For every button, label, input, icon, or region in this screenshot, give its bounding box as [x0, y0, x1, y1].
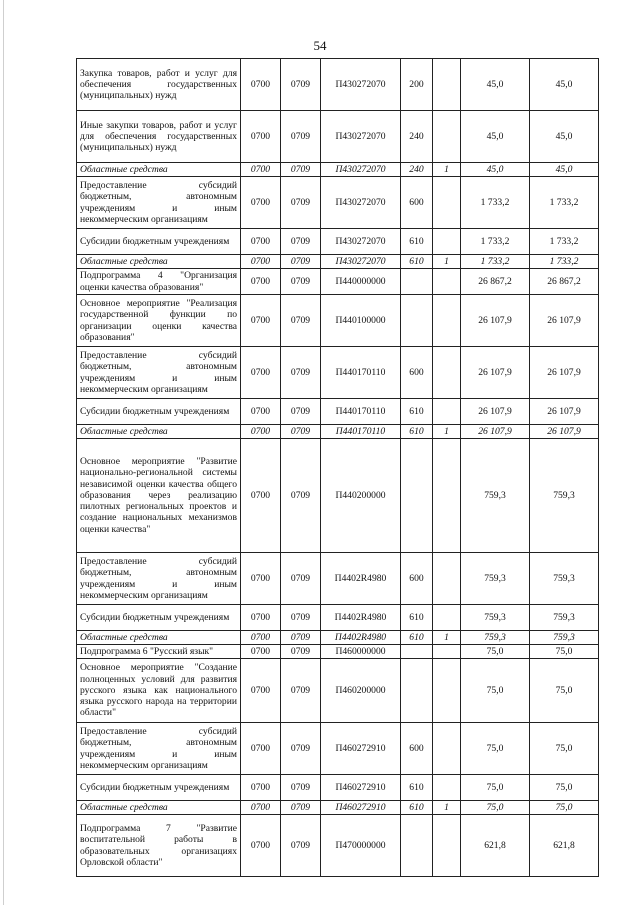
cell-funding-source: 1: [433, 425, 461, 439]
cell-funding-source: [433, 229, 461, 255]
cell-amount-2: 1 733,2: [530, 177, 599, 229]
cell-amount-2: 45,0: [530, 111, 599, 163]
cell-subsection: 0709: [281, 439, 321, 553]
cell-name: Субсидии бюджетным учреждениям: [77, 229, 241, 255]
cell-subsection: 0709: [281, 163, 321, 177]
cell-funding-source: 1: [433, 631, 461, 645]
cell-subsection: 0709: [281, 631, 321, 645]
table-row: [77, 775, 599, 801]
cell-amount-1: 45,0: [461, 59, 530, 111]
cell-funding-source: [433, 399, 461, 425]
cell-funding-source: [433, 645, 461, 659]
cell-subsection: 0709: [281, 229, 321, 255]
cell-section: 0700: [241, 645, 281, 659]
cell-target-code: П460272910: [321, 723, 401, 775]
cell-subsection: 0709: [281, 111, 321, 163]
table-row: [77, 723, 599, 775]
cell-funding-source: [433, 347, 461, 399]
cell-name: Предоставление субсидий бюджетным, автономным учреждениям и иным некоммерческим организациям: [77, 347, 241, 399]
cell-funding-source: 1: [433, 255, 461, 269]
cell-section: 0700: [241, 111, 281, 163]
cell-expense-type: 240: [401, 163, 433, 177]
cell-subsection: 0709: [281, 59, 321, 111]
cell-funding-source: 1: [433, 801, 461, 815]
cell-funding-source: [433, 269, 461, 295]
table-row: [77, 295, 599, 347]
cell-expense-type: 610: [401, 801, 433, 815]
cell-amount-1: 759,3: [461, 439, 530, 553]
cell-target-code: П4402R4980: [321, 605, 401, 631]
cell-name: Закупка товаров, работ и услуг для обеспечения государственных (муниципальных) нужд: [77, 59, 241, 111]
cell-subsection: 0709: [281, 425, 321, 439]
cell-name: Областные средства: [77, 425, 241, 439]
cell-amount-1: 1 733,2: [461, 255, 530, 269]
cell-target-code: П440100000: [321, 295, 401, 347]
cell-funding-source: [433, 111, 461, 163]
cell-amount-2: 26 867,2: [530, 269, 599, 295]
cell-expense-type: 200: [401, 59, 433, 111]
cell-subsection: 0709: [281, 255, 321, 269]
cell-amount-2: 26 107,9: [530, 399, 599, 425]
cell-section: 0700: [241, 659, 281, 723]
cell-amount-2: 759,3: [530, 553, 599, 605]
cell-amount-2: 45,0: [530, 59, 599, 111]
cell-target-code: П430272070: [321, 163, 401, 177]
cell-amount-1: 75,0: [461, 645, 530, 659]
cell-section: 0700: [241, 425, 281, 439]
cell-amount-2: 26 107,9: [530, 347, 599, 399]
cell-funding-source: [433, 659, 461, 723]
cell-amount-2: 26 107,9: [530, 295, 599, 347]
cell-amount-2: 621,8: [530, 815, 599, 877]
cell-expense-type: 610: [401, 425, 433, 439]
cell-amount-2: 759,3: [530, 439, 599, 553]
cell-expense-type: [401, 645, 433, 659]
table-row: [77, 553, 599, 605]
cell-section: 0700: [241, 815, 281, 877]
cell-name: Предоставление субсидий бюджетным, автономным учреждениям и иным некоммерческим организациям: [77, 553, 241, 605]
cell-amount-2: 1 733,2: [530, 255, 599, 269]
cell-section: 0700: [241, 59, 281, 111]
table-row: [77, 439, 599, 553]
cell-name: Иные закупки товаров, работ и услуг для обеспечения государственных (муниципальных) нужд: [77, 111, 241, 163]
cell-section: 0700: [241, 295, 281, 347]
cell-expense-type: [401, 439, 433, 553]
cell-amount-2: 1 733,2: [530, 229, 599, 255]
cell-name: Областные средства: [77, 801, 241, 815]
cell-amount-2: 26 107,9: [530, 425, 599, 439]
cell-expense-type: 610: [401, 399, 433, 425]
cell-expense-type: 600: [401, 553, 433, 605]
cell-section: 0700: [241, 255, 281, 269]
cell-amount-2: 759,3: [530, 631, 599, 645]
cell-subsection: 0709: [281, 645, 321, 659]
cell-section: 0700: [241, 399, 281, 425]
cell-subsection: 0709: [281, 775, 321, 801]
cell-funding-source: [433, 177, 461, 229]
cell-target-code: П4402R4980: [321, 631, 401, 645]
cell-subsection: 0709: [281, 347, 321, 399]
cell-subsection: 0709: [281, 399, 321, 425]
cell-target-code: П440200000: [321, 439, 401, 553]
cell-funding-source: [433, 295, 461, 347]
cell-amount-1: 75,0: [461, 775, 530, 801]
cell-target-code: П440170110: [321, 425, 401, 439]
cell-name: Предоставление субсидий бюджетным, автономным учреждениям и иным некоммерческим организациям: [77, 723, 241, 775]
cell-funding-source: 1: [433, 163, 461, 177]
table-row: [77, 605, 599, 631]
cell-name: Предоставление субсидий бюджетным, автономным учреждениям и иным некоммерческим организациям: [77, 177, 241, 229]
cell-section: 0700: [241, 631, 281, 645]
table-row: [77, 631, 599, 645]
cell-funding-source: [433, 775, 461, 801]
cell-target-code: П460272910: [321, 801, 401, 815]
cell-name: Подпрограмма 7 "Развитие воспитательной работы в образовательных организациях Орловской области": [77, 815, 241, 877]
cell-name: Областные средства: [77, 631, 241, 645]
cell-expense-type: [401, 295, 433, 347]
cell-amount-1: 26 107,9: [461, 425, 530, 439]
table-row: [77, 659, 599, 723]
cell-target-code: П460000000: [321, 645, 401, 659]
table-row: [77, 111, 599, 163]
cell-amount-2: 75,0: [530, 775, 599, 801]
cell-section: 0700: [241, 163, 281, 177]
cell-section: 0700: [241, 605, 281, 631]
cell-target-code: П4402R4980: [321, 553, 401, 605]
table-row: [77, 347, 599, 399]
cell-section: 0700: [241, 269, 281, 295]
cell-target-code: П470000000: [321, 815, 401, 877]
cell-expense-type: [401, 269, 433, 295]
cell-amount-1: 75,0: [461, 723, 530, 775]
cell-section: 0700: [241, 775, 281, 801]
cell-name: Субсидии бюджетным учреждениям: [77, 775, 241, 801]
cell-amount-1: 45,0: [461, 111, 530, 163]
cell-expense-type: 600: [401, 177, 433, 229]
cell-funding-source: [433, 605, 461, 631]
cell-section: 0700: [241, 177, 281, 229]
cell-amount-1: 759,3: [461, 605, 530, 631]
table-row: [77, 801, 599, 815]
cell-funding-source: [433, 553, 461, 605]
cell-amount-1: 1 733,2: [461, 229, 530, 255]
cell-subsection: 0709: [281, 659, 321, 723]
cell-name: Субсидии бюджетным учреждениям: [77, 399, 241, 425]
cell-target-code: П440170110: [321, 399, 401, 425]
cell-amount-1: 45,0: [461, 163, 530, 177]
cell-subsection: 0709: [281, 801, 321, 815]
cell-name: Основное мероприятие "Создание полноценных условий для развития русского языка как национального языка русского народа на территории области": [77, 659, 241, 723]
cell-expense-type: 610: [401, 631, 433, 645]
cell-section: 0700: [241, 439, 281, 553]
cell-name: Основное мероприятие "Развитие национально-региональной системы независимой оценки качества общего образования через реализацию пилотных региональных проектов и создание национальных механизмов оценки качества": [77, 439, 241, 553]
cell-expense-type: 610: [401, 775, 433, 801]
cell-funding-source: [433, 59, 461, 111]
budget-table: [76, 58, 599, 877]
cell-section: 0700: [241, 723, 281, 775]
cell-subsection: 0709: [281, 723, 321, 775]
budget-table-body: [77, 59, 599, 877]
cell-amount-1: 26 107,9: [461, 347, 530, 399]
cell-amount-1: 621,8: [461, 815, 530, 877]
cell-target-code: П440170110: [321, 347, 401, 399]
cell-target-code: П460200000: [321, 659, 401, 723]
table-row: [77, 255, 599, 269]
cell-amount-2: 75,0: [530, 645, 599, 659]
cell-amount-2: 75,0: [530, 801, 599, 815]
cell-expense-type: 240: [401, 111, 433, 163]
table-row: [77, 815, 599, 877]
cell-funding-source: [433, 815, 461, 877]
cell-expense-type: 610: [401, 255, 433, 269]
table-row: [77, 399, 599, 425]
cell-subsection: 0709: [281, 553, 321, 605]
table-row: [77, 177, 599, 229]
cell-amount-1: 1 733,2: [461, 177, 530, 229]
cell-name: Областные средства: [77, 163, 241, 177]
cell-subsection: 0709: [281, 605, 321, 631]
cell-amount-2: 759,3: [530, 605, 599, 631]
cell-amount-2: 75,0: [530, 659, 599, 723]
cell-target-code: П430272070: [321, 255, 401, 269]
cell-expense-type: 600: [401, 723, 433, 775]
table-row: [77, 425, 599, 439]
cell-funding-source: [433, 723, 461, 775]
cell-subsection: 0709: [281, 177, 321, 229]
cell-section: 0700: [241, 347, 281, 399]
cell-amount-1: 26 107,9: [461, 399, 530, 425]
cell-name: Подпрограмма 4 "Организация оценки качества образования": [77, 269, 241, 295]
cell-subsection: 0709: [281, 815, 321, 877]
table-row: [77, 645, 599, 659]
cell-section: 0700: [241, 229, 281, 255]
cell-name: Областные средства: [77, 255, 241, 269]
cell-amount-1: 26 107,9: [461, 295, 530, 347]
cell-amount-2: 45,0: [530, 163, 599, 177]
cell-subsection: 0709: [281, 295, 321, 347]
cell-amount-1: 75,0: [461, 801, 530, 815]
cell-target-code: П430272070: [321, 111, 401, 163]
table-row: [77, 269, 599, 295]
cell-name: Субсидии бюджетным учреждениям: [77, 605, 241, 631]
cell-funding-source: [433, 439, 461, 553]
cell-target-code: П440000000: [321, 269, 401, 295]
table-row: [77, 59, 599, 111]
cell-section: 0700: [241, 801, 281, 815]
cell-expense-type: [401, 815, 433, 877]
table-row: [77, 163, 599, 177]
cell-target-code: П430272070: [321, 59, 401, 111]
cell-section: 0700: [241, 553, 281, 605]
cell-amount-1: 759,3: [461, 553, 530, 605]
cell-amount-1: 26 867,2: [461, 269, 530, 295]
cell-target-code: П460272910: [321, 775, 401, 801]
cell-target-code: П430272070: [321, 229, 401, 255]
page-number: 54: [313, 38, 327, 53]
cell-amount-1: 759,3: [461, 631, 530, 645]
table-row: [77, 229, 599, 255]
scan-edge-line: [3, 0, 4, 905]
cell-target-code: П430272070: [321, 177, 401, 229]
cell-subsection: 0709: [281, 269, 321, 295]
cell-expense-type: 600: [401, 347, 433, 399]
cell-expense-type: 610: [401, 229, 433, 255]
cell-amount-1: 75,0: [461, 659, 530, 723]
cell-amount-2: 75,0: [530, 723, 599, 775]
cell-name: Основное мероприятие "Реализация государственной функции по организации оценки качества образования": [77, 295, 241, 347]
cell-expense-type: [401, 659, 433, 723]
cell-name: Подпрограмма 6 "Русский язык": [77, 645, 241, 659]
cell-expense-type: 610: [401, 605, 433, 631]
